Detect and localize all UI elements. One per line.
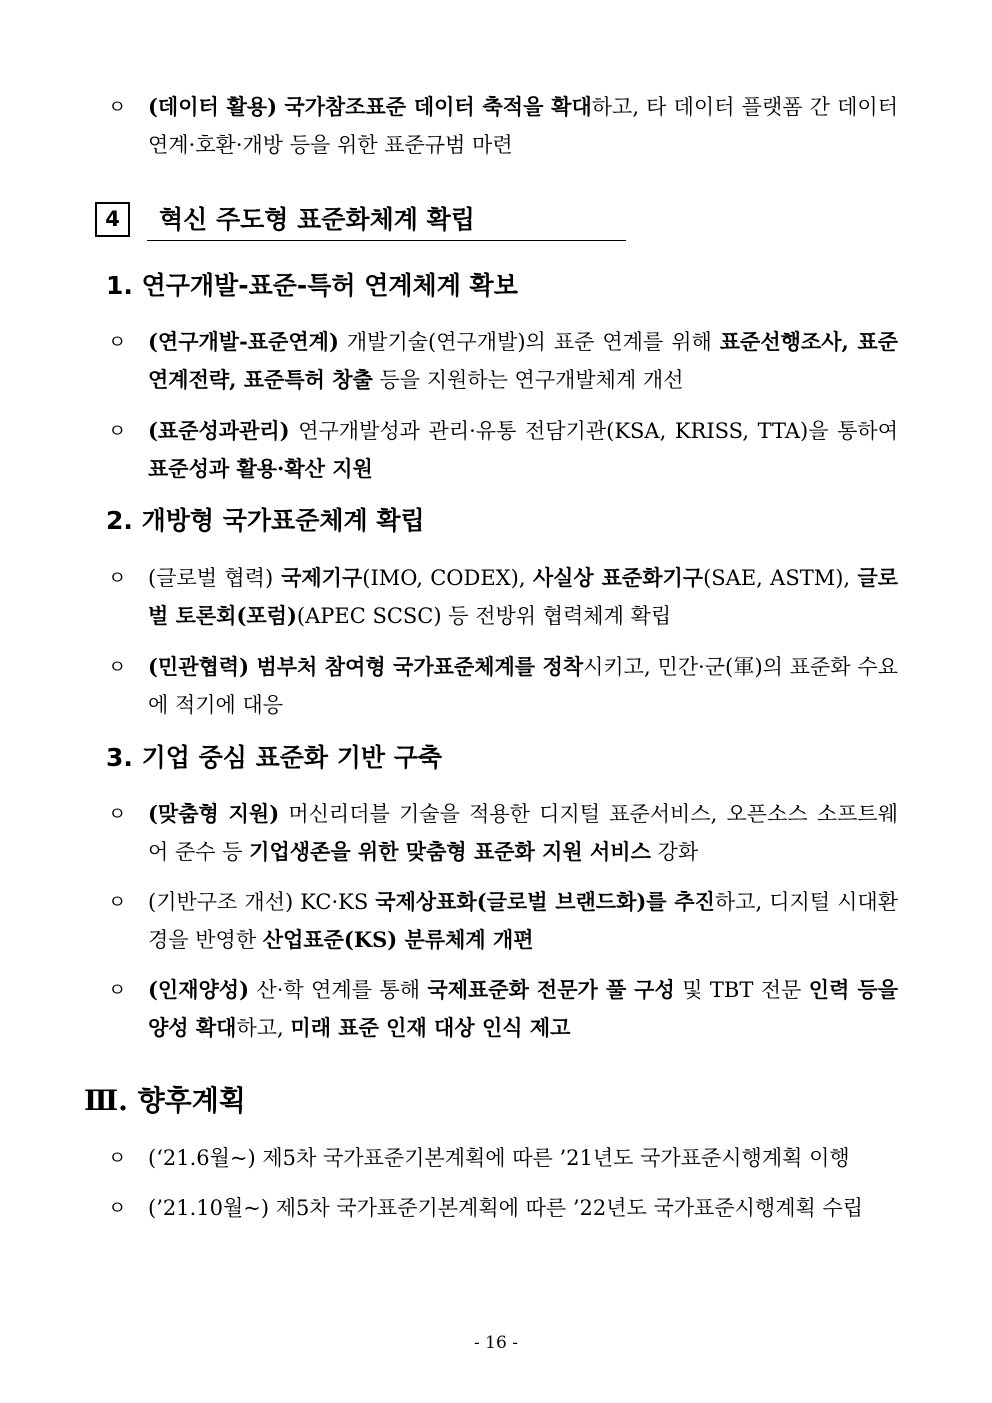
item-emphasis: 기업생존을 위한 맞춤형 표준화 지원 서비스: [249, 839, 651, 864]
item-emphasis: 표준선행조사, 표준연계전략, 표준특허 창출: [148, 329, 898, 392]
item-label: (연구개발-표준연계): [148, 329, 339, 354]
item-text: (APEC SCSC) 등 전방위 협력체계 확립: [296, 604, 672, 628]
bullet-marker: ㅇ: [108, 567, 127, 589]
bullet-marker: ㅇ: [108, 979, 127, 1001]
item-text: 등을 지원하는 연구개발체계 개선: [372, 368, 684, 392]
page-number: - 16 -: [474, 1333, 518, 1353]
item-emphasis: 국가참조표준 데이터 축적을 확대: [284, 94, 592, 119]
item-label: (기반구조 개선): [148, 890, 294, 914]
item-text: 하고, 타 데이터 플랫폼 간 데이터 연계·호환·개방 등을 위한 표준규범 마련: [148, 95, 899, 157]
item-emphasis: 국제표준화 전문가 풀 구성: [427, 977, 675, 1002]
item-text: 제5차 국가표준기본계획에 따른 ’22년도 국가표준시행계획 수립: [269, 1196, 864, 1220]
item-emphasis: 글로벌 토론회(포럼): [148, 565, 898, 628]
item-emphasis: 표준성과 활용·확산 지원: [148, 456, 373, 481]
bullet-marker: ㅇ: [108, 331, 127, 353]
section-underline: [147, 240, 626, 241]
item-text: 하고, 디지털 시대환경을 반영한: [148, 890, 898, 952]
item-text: 머신리더블 기술을 적용한 디지털 표준서비스, 오픈소스 소프트웨어 준수 등: [148, 802, 898, 864]
item-emphasis: 국제상표화(글로벌 브랜드화)를 추진: [375, 889, 715, 914]
item-text: KC·KS: [293, 890, 376, 914]
section-number-box: 4: [95, 202, 130, 237]
item-text: 제5차 국가표준기본계획에 따른 ’21년도 국가표준시행계획 이행: [255, 1146, 850, 1170]
subsection-3-title: 3. 기업 중심 표준화 기반 구축: [106, 743, 443, 772]
bullet-marker: ㅇ: [108, 96, 127, 118]
section-title: 혁신 주도형 표준화체계 확립: [159, 205, 475, 234]
item-label: (‘21.6월~): [148, 1146, 256, 1170]
bullet-marker: ㅇ: [108, 1197, 127, 1219]
section-4-heading: [95, 202, 626, 242]
item-label: (’21.10월~): [148, 1196, 270, 1220]
subsection-2-title: 2. 개방형 국가표준체계 확립: [106, 506, 425, 535]
item-label: (인재양성): [148, 977, 250, 1002]
item-emphasis: 사실상 표준화기구: [532, 565, 704, 590]
bullet-item-custom-support: [108, 795, 898, 871]
bullet-item-plan-2021-10: [108, 1189, 898, 1227]
bullet-marker: ㅇ: [108, 420, 127, 442]
item-label: (민관협력): [148, 654, 250, 679]
chapter-3-title: Ⅲ. 향후계획: [84, 1084, 246, 1117]
bullet-item-talent: [108, 971, 898, 1047]
item-emphasis: 범부처 참여형 국가표준체계를 정착: [249, 654, 584, 679]
subsection-1-title: 1. 연구개발-표준-특허 연계체계 확보: [106, 271, 518, 300]
item-emphasis: 미래 표준 인재 대상 인식 제고: [290, 1015, 571, 1040]
bullet-item-global-cooperation: [108, 559, 898, 635]
bullet-marker: ㅇ: [108, 656, 127, 678]
bullet-marker: ㅇ: [108, 803, 127, 825]
item-emphasis: 국제기구: [273, 565, 363, 590]
bullet-item-rd-standard-link: [108, 323, 898, 399]
item-text: 산·학 연계를 통해: [249, 978, 428, 1002]
item-emphasis: 산업표준(KS) 분류체계 개편: [262, 927, 534, 952]
item-label: (글로벌 협력): [148, 566, 274, 590]
bullet-item-public-private: [108, 648, 898, 724]
item-text: 시키고, 민간·군(軍)의 표준화 수요에 적기에 대응: [148, 655, 898, 717]
item-label: (맞춤형 지원): [148, 801, 280, 826]
item-emphasis: 인력 등을 양성 확대: [148, 977, 898, 1040]
item-label: (데이터 활용): [148, 94, 278, 119]
bullet-item-standard-results: [108, 412, 898, 488]
bullet-item-infrastructure: [108, 883, 898, 959]
item-text: (SAE, ASTM),: [703, 566, 858, 590]
bullet-item-data-utilization: [108, 88, 898, 164]
bullet-marker: ㅇ: [108, 1147, 127, 1169]
item-text: 및 TBT 전문: [674, 978, 809, 1002]
item-text: 개발기술(연구개발)의 표준 연계를 위해: [338, 330, 720, 354]
item-text: 하고,: [236, 1016, 291, 1040]
item-text: 강화: [650, 840, 699, 864]
item-text: 연구개발성과 관리·유통 전담기관(KSA, KRISS, TTA)을 통하여: [289, 419, 898, 443]
bullet-item-plan-2021-6: [108, 1139, 898, 1177]
item-label: (표준성과관리): [148, 418, 290, 443]
item-text: (IMO, CODEX),: [362, 566, 533, 590]
bullet-marker: ㅇ: [108, 891, 127, 913]
